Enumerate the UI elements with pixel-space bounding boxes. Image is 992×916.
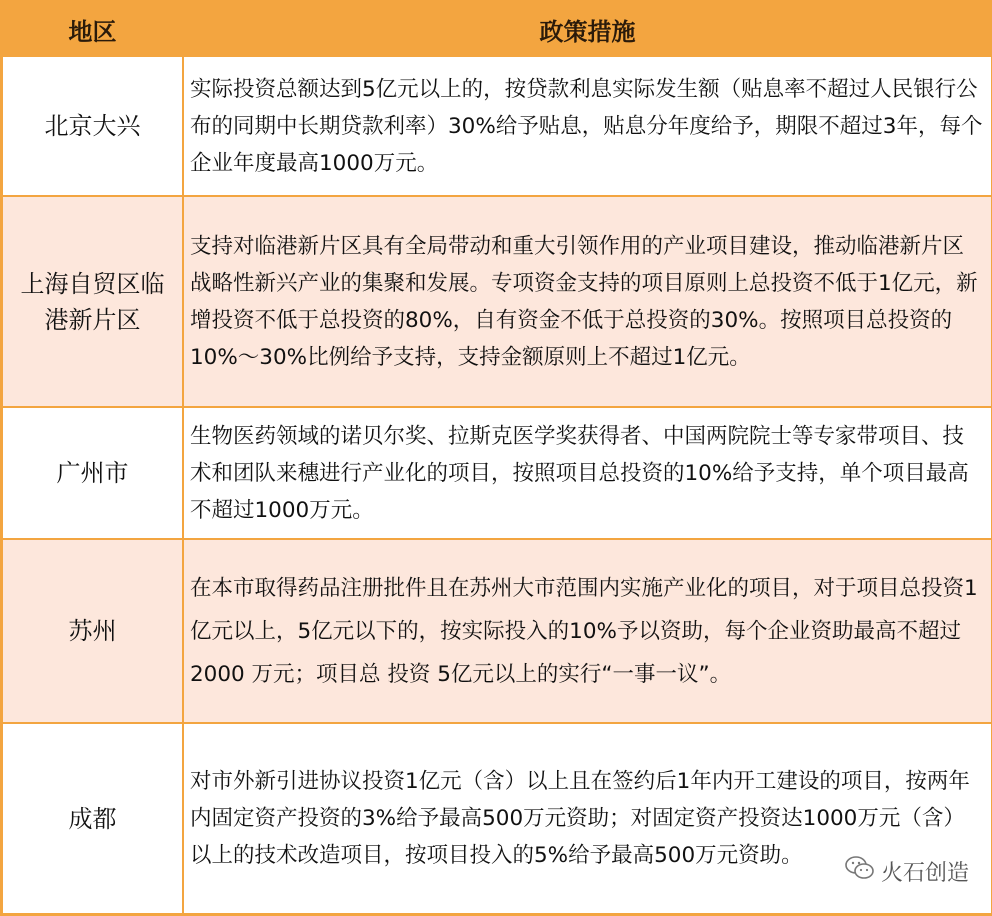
- header-region: 地区: [2, 2, 183, 56]
- policy-cell: 支持对临港新片区具有全局带动和重大引领作用的产业项目建设，推动临港新片区战略性新兴产业的集聚和发展。专项资金支持的项目原则上总投资不低于1亿元，新增投资不低于总投资的80%，自有资金不低于总投资的30%。按照项目总投资的10%～30%比例给予支持，支持金额原则上不超过1亿元。: [183, 196, 992, 407]
- region-cell: 北京大兴: [2, 56, 183, 196]
- region-cell: 上海自贸区临港新片区: [2, 196, 183, 407]
- table-row: [2, 56, 992, 196]
- policy-cell: 在本市取得药品注册批件且在苏州大市范围内实施产业化的项目，对于项目总投资1亿元以上，5亿元以下的，按实际投入的10%予以资助，每个企业资助最高不超过2000 万元；项目总 投资 5亿元以上的实行“一事一议”。: [183, 539, 992, 723]
- table-header-row: [2, 2, 992, 56]
- region-cell: 成都: [2, 723, 183, 914]
- region-cell: 苏州: [2, 539, 183, 723]
- policy-cell: 实际投资总额达到5亿元以上的，按贷款利息实际发生额（贴息率不超过人民银行公布的同期中长期贷款利率）30%给予贴息，贴息分年度给予，期限不超过3年，每个企业年度最高1000万元。: [183, 56, 992, 196]
- table-row: [2, 723, 992, 914]
- table-row: [2, 407, 992, 539]
- watermark-text: 火石创造: [880, 860, 969, 886]
- wechat-icon: [845, 855, 881, 887]
- watermark: [845, 855, 969, 887]
- table-row: [2, 539, 992, 723]
- policy-cell: 对市外新引进协议投资1亿元（含）以上且在签约后1年内开工建设的项目，按两年内固定资产投资的3%给予最高500万元资助；对固定资产投资达1000万元（含）以上的技术改造项目，按项目投入的5%给予最高500万元资助。: [183, 723, 992, 914]
- table-row: [2, 196, 992, 407]
- header-policy: 政策措施: [183, 2, 992, 56]
- policy-cell: 生物医药领域的诺贝尔奖、拉斯克医学奖获得者、中国两院院士等专家带项目、技术和团队来穗进行产业化的项目，按照项目总投资的10%给予支持，单个项目最高不超过1000万元。: [183, 407, 992, 539]
- policy-table: [1, 1, 992, 915]
- region-cell: 广州市: [2, 407, 183, 539]
